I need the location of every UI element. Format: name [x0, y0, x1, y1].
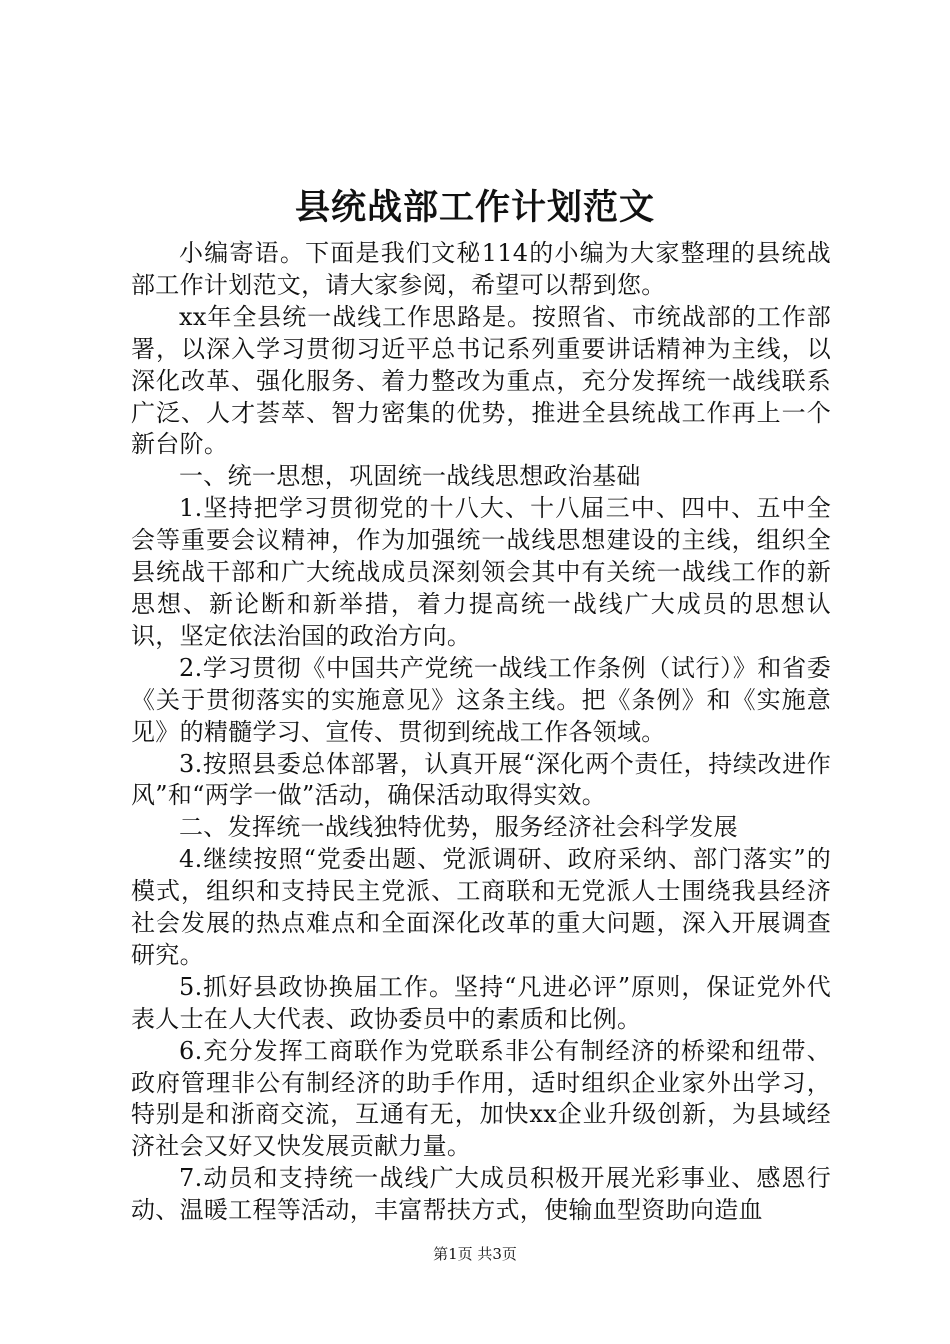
paragraph-item-5: 5.抓好县政协换届工作。坚持“凡进必评”原则，保证党外代表人士在人大代表、政协委员中的素质和比例。 [131, 972, 831, 1033]
paragraph-item-4: 4.继续按照“党委出题、党派调研、政府采纳、部门落实”的模式，组织和支持民主党派、工商联和无党派人士围绕我县经济社会发展的热点难点和全面深化改革的重大问题，深入开展调查研究。 [131, 845, 831, 969]
paragraph-item-2: 2.学习贯彻《中国共产党统一战线工作条例（试行）》和省委《关于贯彻落实的实施意见》这条主线。把《条例》和《实施意见》的精髓学习、宣传、贯彻到统战工作各领域。 [131, 653, 831, 746]
document-title: 县统战部工作计划范文 [294, 187, 655, 228]
paragraph-item-3: 3.按照县委总体部署，认真开展“深化两个责任，持续改进作风”和“两学一做”活动，确保活动取得实效。 [131, 749, 831, 810]
page-footer: 第1页 共3页 [433, 1245, 517, 1263]
section-heading-1: 一、统一思想，巩固统一战线思想政治基础 [179, 462, 641, 491]
section-heading-2: 二、发挥统一战线独特优势，服务经济社会科学发展 [179, 813, 738, 842]
paragraph-item-1: 1.坚持把学习贯彻党的十八大、十八届三中、四中、五中全会等重要会议精神，作为加强统一战线思想建设的主线，组织全县统战干部和广大统战成员深刻领会其中有关统一战线工作的新思想、新论断和新举措，着力提高统一战线广大成员的思想认识，坚定依法治国的政治方向。 [131, 494, 831, 650]
paragraph-item-7: 7.动员和支持统一战线广大成员积极开展光彩事业、感恩行动、温暖工程等活动，丰富帮扶方式，使输血型资助向造血 [131, 1164, 831, 1225]
paragraph-item-6: 6.充分发挥工商联作为党联系非公有制经济的桥梁和纽带、政府管理非公有制经济的助手作用，适时组织企业家外出学习，特别是和浙商交流，互通有无，加快xx企业升级创新，为县域经济社会又好又快发展贡献力量。 [131, 1036, 831, 1161]
document-body [131, 238, 831, 1227]
paragraph-overview: xx年全县统一战线工作思路是。按照省、市统战部的工作部署，以深入学习贯彻习近平总书记系列重要讲话精神为主线，以深化改革、强化服务、着力整改为重点，充分发挥统一战线联系广泛、人才荟萃、智力密集的优势，推进全县统战工作再上一个新台阶。 [131, 302, 831, 459]
paragraph-intro: 小编寄语。下面是我们文秘114的小编为大家整理的县统战部工作计划范文，请大家参阅，希望可以帮到您。 [131, 239, 831, 299]
